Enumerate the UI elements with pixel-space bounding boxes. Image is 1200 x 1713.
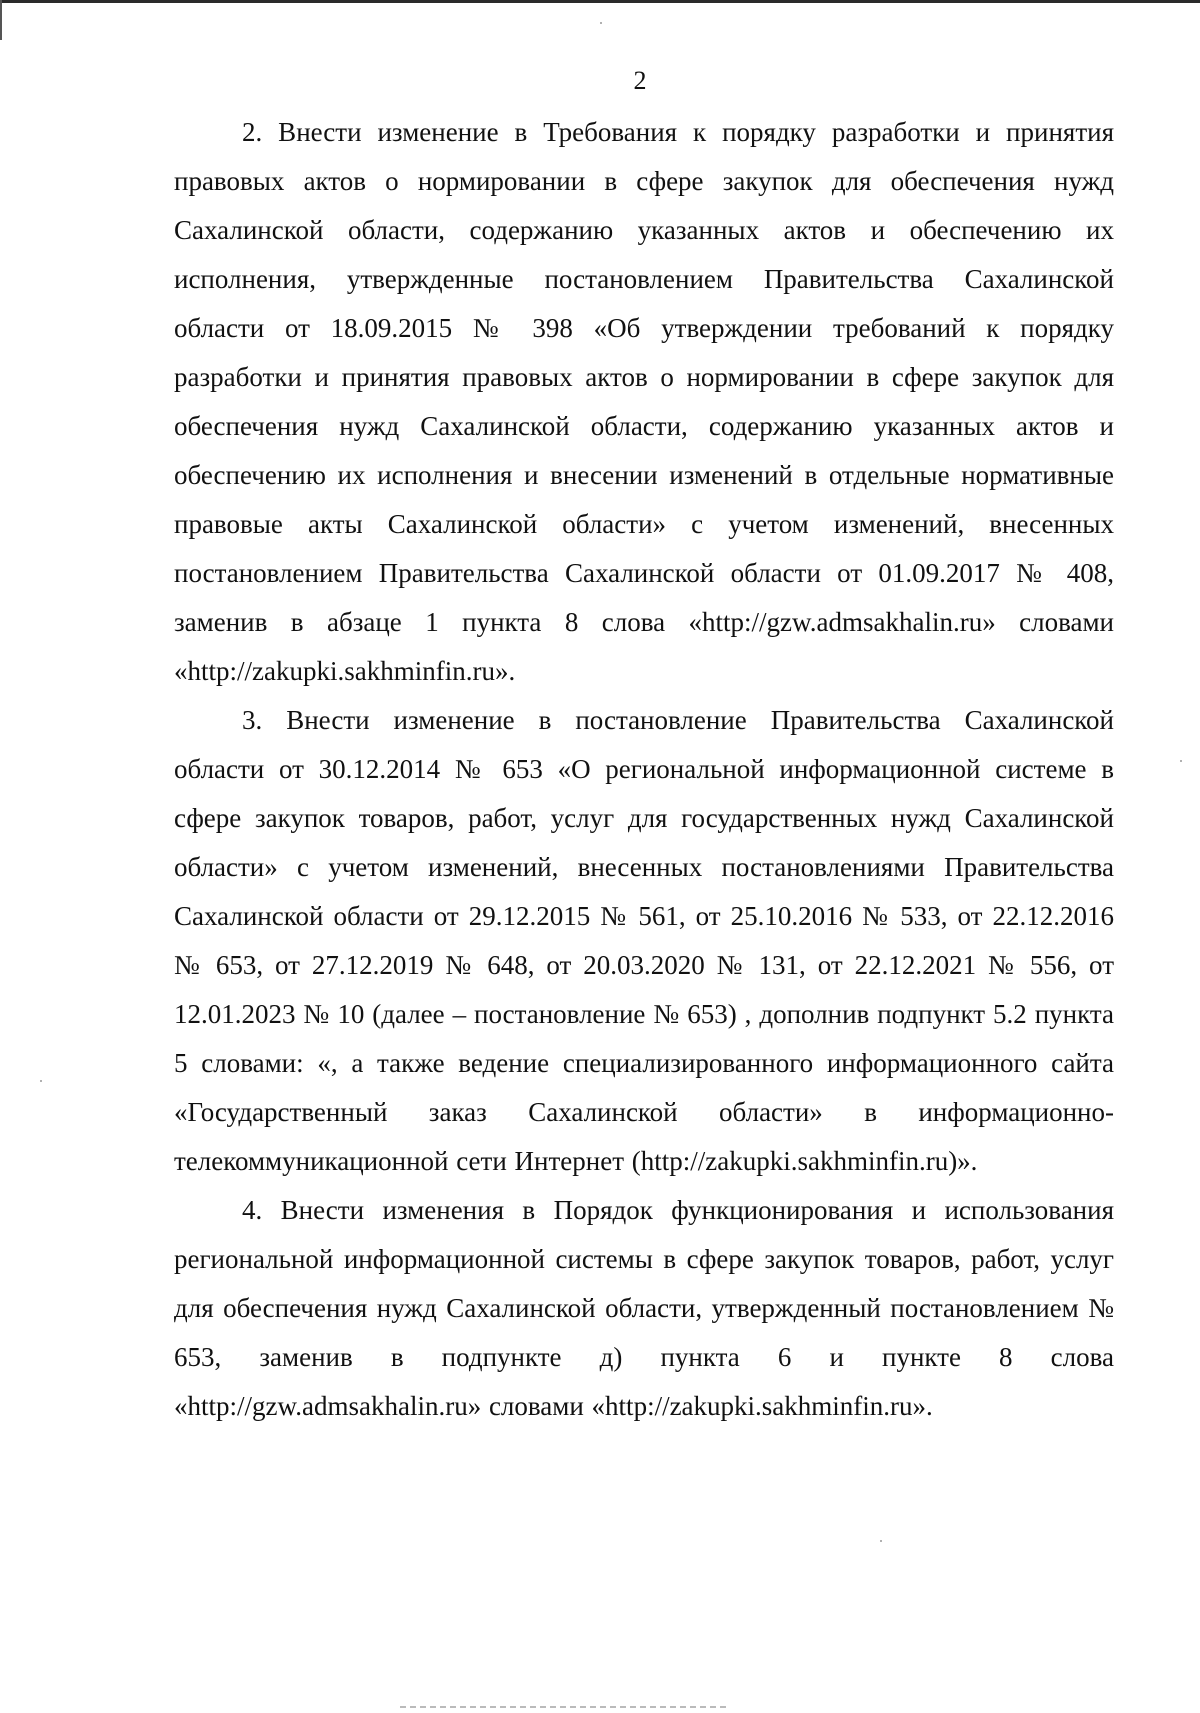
page-number: 2 (633, 66, 647, 95)
scan-speck (1180, 760, 1182, 762)
scan-speck (880, 1540, 882, 1542)
page-top-edge (0, 0, 1200, 3)
scan-speck (600, 22, 602, 24)
paragraph-item-3: 3. Внести изменение в постановление Правительства Сахалинской области от 30.12.2014 № 653 «О региональной информационной системе в сфере закупок товаров, работ, услуг для государственных нужд Сахалинской области» с учетом изменений, внесенных постановлениями Правительства Сахалинской области от 29.12.2015 № 561, от 25.10.2016 № 533, от 22.12.2016 № 653, от 27.12.2019 № 648, от 20.03.2020 № 131, от 22.12.2021 № 556, от 12.01.2023 № 10 (далее – постановление № 653) , дополнив подпункт 5.2 пункта 5 словами: «, а также ведение специализированного информационного сайта «Государственный заказ Сахалинской области» в информационно-телекоммуникационной сети Интернет (http://zakupki.sakhminfin.ru)». (174, 705, 1114, 1176)
document-body (174, 108, 1114, 1431)
page-left-edge (0, 0, 2, 40)
paragraph-item-2: 2. Внести изменение в Требования к порядку разработки и принятия правовых актов о нормировании в сфере закупок для обеспечения нужд Сахалинской области, содержанию указанных актов и обеспечению их исполнения, утвержденные постановлением Правительства Сахалинской области от 18.09.2015 № 398 «Об утверждении требований к порядку разработки и принятия правовых актов о нормировании в сфере закупок для обеспечения нужд Сахалинской области, содержанию указанных актов и обеспечению их исполнения и внесении изменений в отдельные нормативные правовые акты Сахалинской области» с учетом изменений, внесенных постановлением Правительства Сахалинской области от 01.09.2017 № 408, заменив в абзаце 1 пункта 8 слова «http://gzw.admsakhalin.ru» словами «http://zakupki.sakhminfin.ru». (174, 117, 1114, 686)
scan-footer-smudge (400, 1706, 730, 1708)
scan-speck (40, 1080, 42, 1082)
paragraph-item-4: 4. Внести изменения в Порядок функционирования и использования региональной информационной системы в сфере закупок товаров, работ, услуг для обеспечения нужд Сахалинской области, утвержденный постановлением № 653, заменив в подпункте д) пункта 6 и пункте 8 слова «http://gzw.admsakhalin.ru» словами «http://zakupki.sakhminfin.ru». (174, 1195, 1114, 1421)
